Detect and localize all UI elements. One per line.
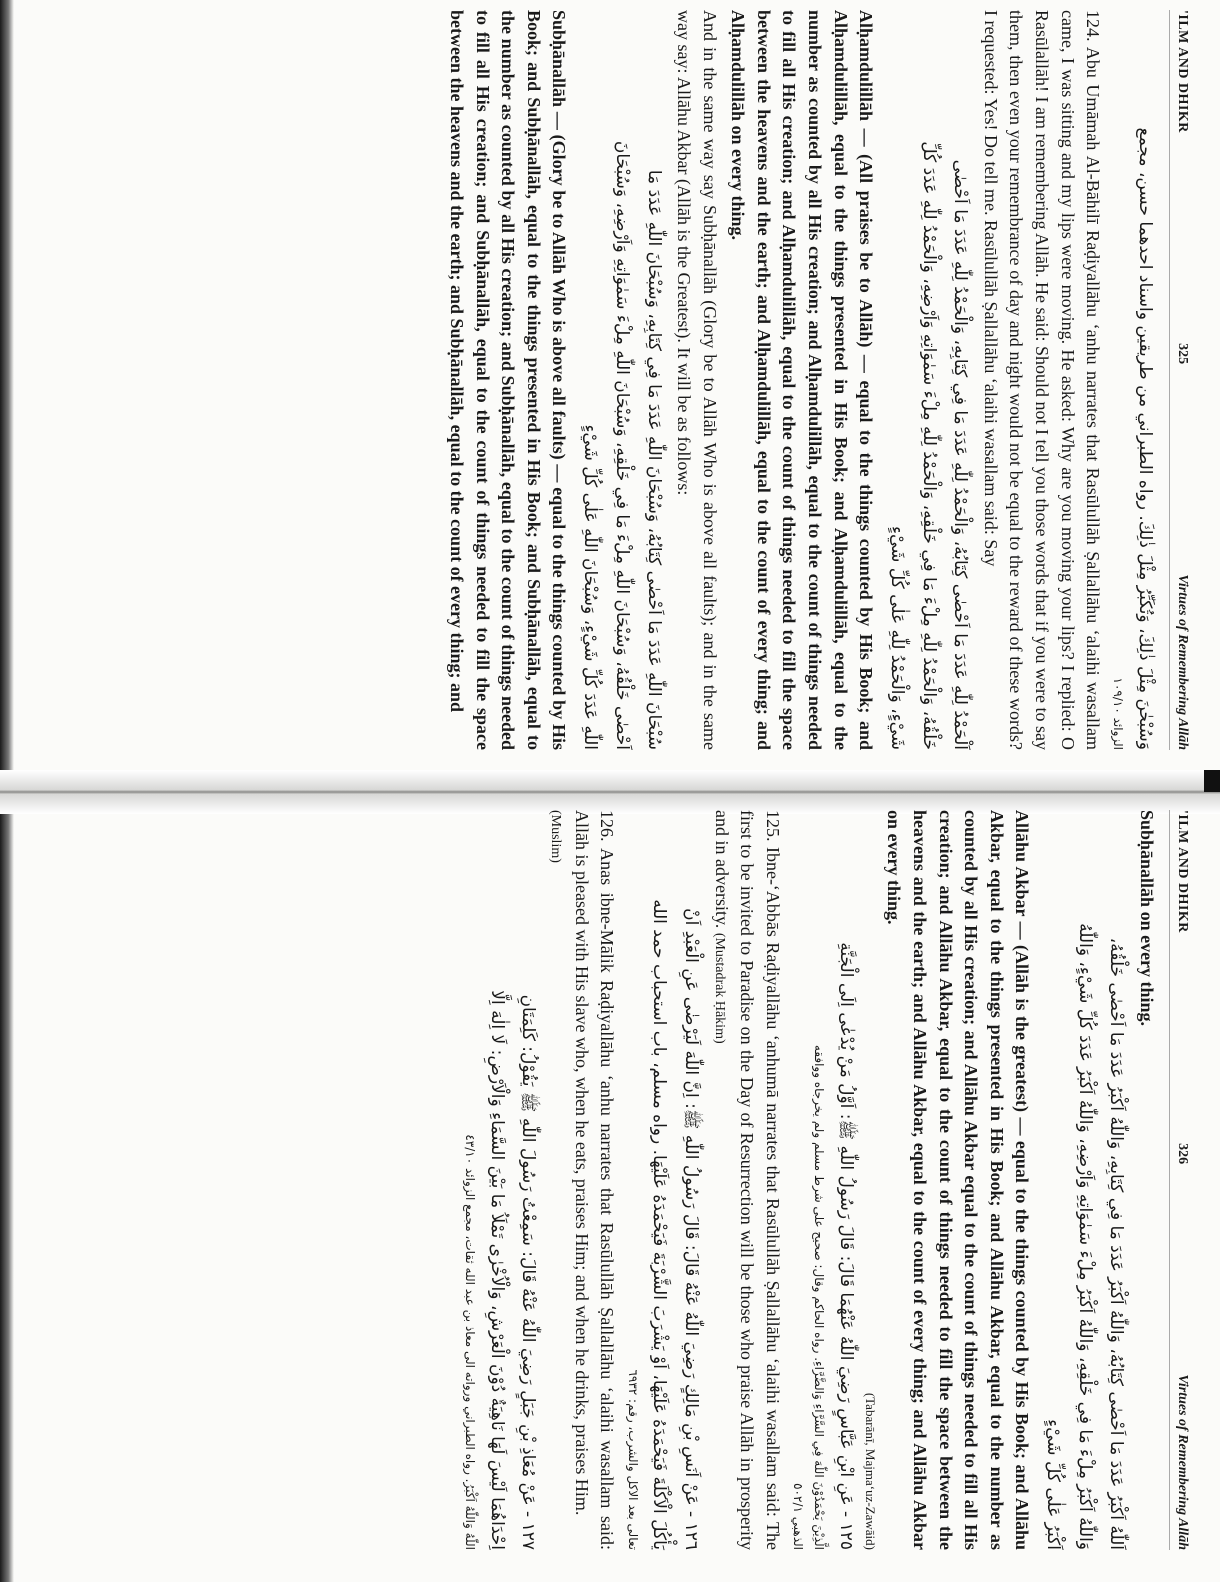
arabic-line: ١٢٦ - عَنْ اَنَسِ بْنِ مَالِكٍ رَضِيَ اللّٰهُ عَنْهُ قَالَ: قَالَ رَسُولُ اللّٰهِ ﷺ: اِنَّ اللّٰهَ لَيَرْضٰى عَنِ الْعَبْدِ اَنْ	[681, 908, 702, 1550]
arabic-line: يَأْكُلَ الْاَكْلَةَ فَيَحْمَدَهُ عَلَيْهَا، اَوْ يَشْرَبَ الشَّرْبَةَ فَيَحْمَدَهُ عَلَيْهَا. رواه مسلم، باب استحباب حمد الله	[649, 899, 670, 1550]
arabic-line: اللّٰهِ عَدَدَ كُلِّ شَيْءٍ، وَسُبْحَانَ اللّٰهِ عَلٰى كُلِّ شَيْءٍ	[580, 424, 601, 750]
source-reference: (Muslim)	[548, 810, 564, 863]
hadith-126: 126. Anas ibne-Mālik Raḍiyallāhu ‘anhu narrates that Rasūlullāh Ṣallallāhu ‘alaihi wasallam said: Allāh is pleased with His slave who, when he eats, praises Him; and when he drinks, praises Him.	[571, 810, 618, 1550]
arabic-line: اَكْبَرُ عَلٰى كُلِّ شَيْءٍ	[1042, 1419, 1063, 1550]
arabic-line: اَحْصٰى خَلْقُهُ، وَسُبْحَانَ اللّٰهِ مِلْءَ مَا فِي خَلْقِهِ، وَسُبْحَانَ اللّٰهِ مِلْءَ سَمٰوَاتِهِ وَاَرْضِهِ، وَسُبْحَانَ	[611, 140, 632, 750]
page-325	[30, 10, 1190, 750]
page-number: 325	[1175, 343, 1190, 365]
source-reference: (Mustadrak Ḥākim)	[711, 932, 727, 1044]
header-left: 'ILM AND DHIKR	[1175, 10, 1190, 133]
running-header	[1169, 810, 1190, 1550]
arabic-reference: الزوائد ١٠٩/١٠	[1111, 677, 1126, 750]
header-left: 'ILM AND DHIKR	[1175, 810, 1190, 933]
arabic-line: وَاللّٰهُ اَكْبَرُ مِلْءَ مَا فِي خَلْقِهِ، وَاللّٰهُ اَكْبَرُ مِلْءَ سَمٰوَاتِهِ وَاَرْضِهِ، وَاللّٰهُ اَكْبَرُ عَدَدَ كُلِّ شَيْءٍ، وَاللّٰهُ	[1074, 923, 1095, 1550]
arabic-line: ١٢٧ - عَنْ مُعَاذِ بْنِ جَبَلٍ رَضِيَ اللّٰهُ عَنْهُ قَالَ: سَمِعْتُ رَسُولَ اللّٰهِ ﷺ يَقُوْلُ: كَلِمَتَانِ	[518, 994, 539, 1550]
source-reference: (Tabarānī, Majma‘uz-Zawāid)	[862, 1392, 878, 1550]
arabic-line: اَللّٰهُ اَكْبَرُ عَدَدَ مَا اَحْصٰى كِتَابُهُ، وَاللّٰهُ اَكْبَرُ عَدَدَ مَا فِي كِتَابِهِ، وَاللّٰهُ اَكْبَرُ عَدَدَ مَا اَحْصٰى خَلْقُهُ،	[1106, 937, 1127, 1550]
alhamdulillah-translation: Alḥamdulillāh — (All praises be to Allāh) — equal to the things counted by His Book; and Alḥamdulillāh, equal to the things presented in His Book; and Alḥamdulillāh, equal to the number as counted by all His creation; and Alḥamdulillāh, equal to the count of things needed to fill all His creation; and Alḥamdulillāh, equal to the count of things needed to fill the space between the heavens and the earth; and Alḥamdulillāh, equal to the count of every thing; and Alḥamdulillāh on every thing.	[728, 10, 877, 750]
hadith-125-text: 125. Ibne-‘Abbās Raḍiyallāhu ‘anhumā narrates that Rasūlullāh Ṣallallāhu ‘alaihi wasallam said: The first to be invited to Paradise on the Day of Resurrection will be those who praise Allāh in prosperity and in adversity.	[711, 810, 783, 1550]
same-way-paragraph: And in the same way say Subḥānallāh (Glory be to Allāh Who is above all faults); and in the same way say: Allāhu Akbar (Allāh is the Greatest). It will be as follows:	[674, 10, 720, 750]
page-326	[30, 810, 1190, 1550]
arabic-line: خَلْقُهُ، وَالْحَمْدُ لِلّٰهِ مِلْءَ مَا فِي خَلْقِهِ، وَالْحَمْدُ لِلّٰهِ مِلْءَ سَمٰوَاتِهِ وَاَرْضِهِ، وَالْحَمْدُ لِلّٰهِ عَدَدَ كُلِّ	[918, 141, 939, 750]
header-right: Virtues of Remembering Allāh	[1175, 1374, 1190, 1550]
arabic-reference: الذهبي ٥٠٢/١	[790, 1483, 805, 1550]
arabic-line: ١٢٥ - عَنِ ابْنِ عَبَّاسٍ رَضِيَ اللّٰهُ عَنْهُمَا قَالَ: قَالَ رَسُولُ اللّٰهِ ﷺ: اَوَّلُ مَنْ يُدْعٰى اِلَى الْجَنَّةِ	[835, 942, 856, 1550]
hadith-124: 124. Abu Umāmah Al-Bāhilī Raḍiyallāhu ‘anhu narrates that Rasūlullāh Ṣallallāhu ‘alaihi wasallam came, I was sitting and my lips were moving. He asked: Why are you moving your lips? I replied: O Rasūlallāh! I am remembering Allāh. He said: Should not I tell you those words that if you were to say them, then even your remembrance of day and night would not be equal to the reward of these words? I requested: Yes! Do tell me. Rasūlullāh Ṣallallāhu ‘alaihi wasallam said: Say	[980, 10, 1104, 750]
arabic-line: اِحْدَاهُمَا لَيْسَ لَهَا نَاهِيَةٌ دُوْنَ الْعَرْشِ، وَالْاُخْرٰى تَمْلَاُ مَا بَيْنَ السَّمَاءِ وَالْاَرْضِ: لَا اِلٰهَ اِلَّا	[486, 990, 507, 1550]
page-number: 326	[1175, 1143, 1190, 1165]
arabic-line: وَسُبْحٰنَ مِثْلَ ذٰلِكَ، وَتُكَبِّرُ مِثْلَ ذٰلِكَ. رواه الطبراني من طريقين واسناد احدهما حسن، مجمع	[1135, 127, 1155, 750]
header-right: Virtues of Remembering Allāh	[1175, 574, 1190, 750]
hadith-125	[708, 810, 785, 1550]
arabic-line: شَيْءٍ، وَالْحَمْدُ لِلّٰهِ عَلٰى كُلِّ شَيْءٍ	[886, 526, 907, 750]
arabic-line: اَلْحَمْدُ لِلّٰهِ عَدَدَ مَا اَحْصٰى كِتَابُهُ، وَالْحَمْدُ لِلّٰهِ عَدَدَ مَا فِي كِتَابِهِ، وَالْحَمْدُ لِلّٰهِ عَدَدَ مَا اَحْصٰى	[950, 159, 971, 750]
arabic-line: سُبْحَانَ اللّٰهِ عَدَدَ مَا اَحْصٰى كِتَابُهُ، وَسُبْحَانَ اللّٰهِ عَدَدَ مَا فِي كِتَابِهِ، وَسُبْحَانَ اللّٰهِ عَدَدَ مَا	[643, 169, 664, 750]
allahu-akbar-translation: Allāhu Akbar — (Allāh is the greatest) — equal to the things counted by His Book; and Allāhu Akbar, equal to the things presented in His Book; and Allāhu Akbar, equal to the number as counted by all His creation; and Allāhu Akbar equal to the count of things needed to fill all His creation; and Allāhu Akbar, equal to the count of things needed to fill the space between the heavens and the earth; and Allāhu Akbar, equal to the count of every thing; and Allāhu Akbar on every thing.	[884, 810, 1033, 1550]
subhanallah-ending: Subḥānallāh on every thing.	[1137, 810, 1157, 1027]
running-header	[1169, 10, 1190, 750]
page-divider-mark	[1204, 770, 1220, 792]
arabic-reference: اللّٰهُ وَاللّٰهُ اَكْبَرُ. رواه الطبراني ورواته الى معاذ بن عبد الله ثقات، مجمع الزوائد ٤٣/١٠	[463, 1134, 477, 1550]
book-gutter	[0, 770, 1220, 814]
arabic-reference: الَّذِيْنَ يَحْمَدُوْنَ اللّٰهَ فِي السَّرَّاءِ وَالضَّرَّاءِ. رواه الحاكم وقال: صحيح على شرط مسلم ولم يخرجاه ووافقه	[812, 1044, 827, 1550]
arabic-reference: تعالى بعد الاكل والشرب، رقم: ٦٩٣٢	[625, 1369, 640, 1550]
subhanallah-translation: Subḥānallāh — (Glory be to Allāh Who is above all faults) — equal to the things counted by His Book; and Subḥānallāh, equal to the things presented in His Book; and Subḥānallāh, equal to the number as counted by all His creation; and Subḥānallāh, equal to the count of things needed to fill all His creation; and Subḥānallāh, equal to the count of things needed to fill the space between the heavens and the earth; and Subḥānallāh, equal to the count of every thing; and	[447, 10, 570, 750]
